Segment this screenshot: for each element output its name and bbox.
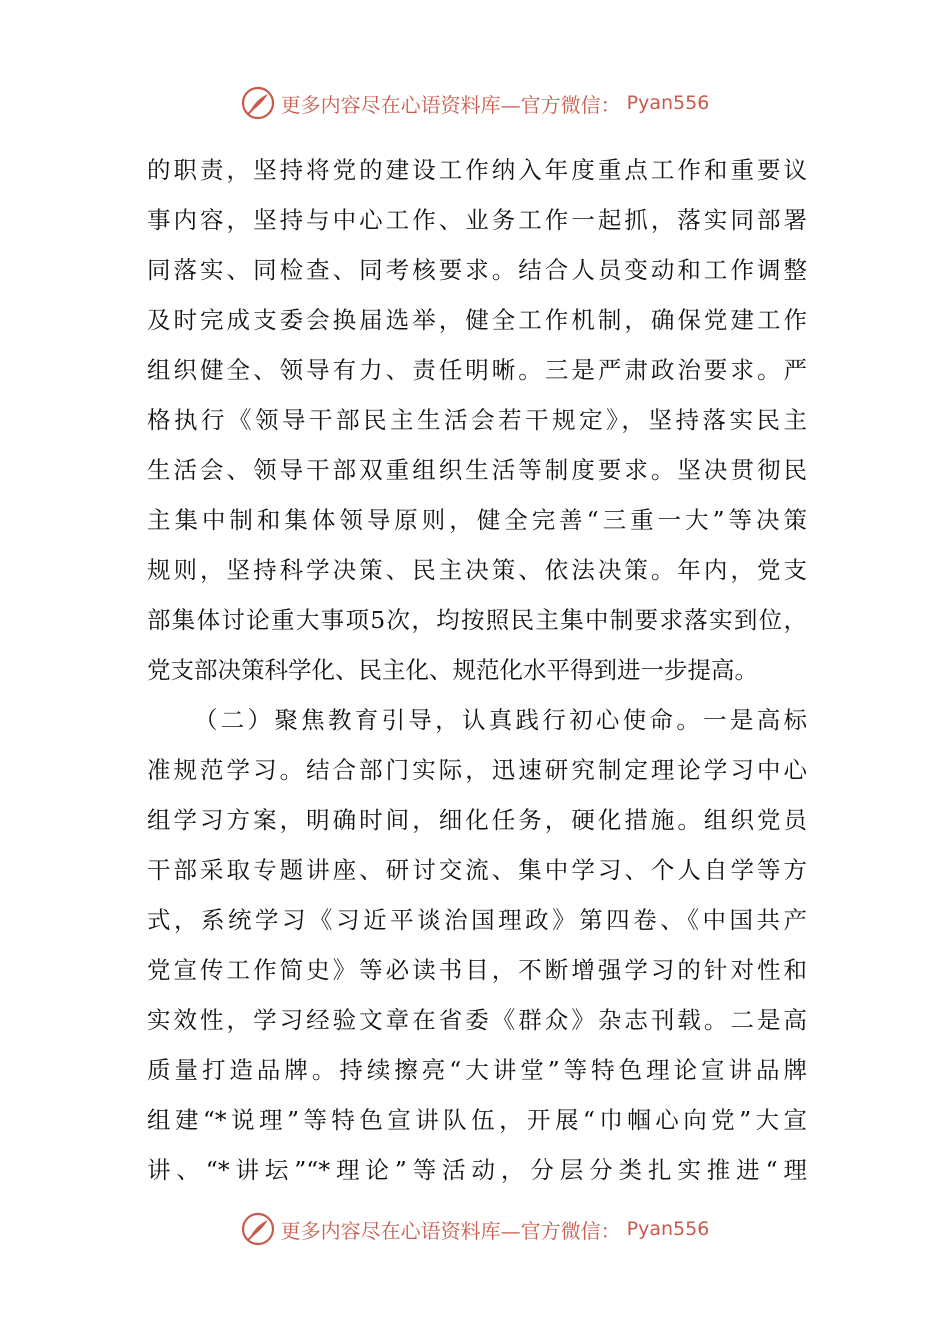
paragraph-2 bbox=[147, 695, 807, 1195]
text-line: 组建“*说理”等特色宣讲队伍，开展“巾帼心向党”大宣 bbox=[147, 1106, 807, 1134]
watermark-handle: Pyan556 bbox=[626, 1218, 710, 1240]
quill-logo-icon bbox=[241, 86, 275, 120]
text-line: 组学习方案，明确时间，细化任务，硬化措施。组织党员 bbox=[147, 806, 807, 834]
text-line: 组织健全、领导有力、责任明晰。三是严肃政治要求。严 bbox=[147, 356, 807, 384]
document-body bbox=[147, 145, 807, 1195]
text-line: 格执行《领导干部民主生活会若干规定》，坚持落实民主 bbox=[147, 406, 807, 434]
text-line: 讲、“*讲坛”“*理论”等活动，分层分类扎实推进“理 bbox=[147, 1156, 807, 1184]
text-line: 质量打造品牌。持续擦亮“大讲堂”等特色理论宣讲品牌 bbox=[147, 1056, 807, 1084]
text-line: 及时完成支委会换届选举，健全工作机制，确保党建工作 bbox=[147, 306, 807, 334]
text-line: （二）聚焦教育引导，认真践行初心使命。一是高标 bbox=[194, 706, 807, 734]
text-line: 同落实、同检查、同考核要求。结合人员变动和工作调整 bbox=[147, 256, 807, 284]
text-line: 准规范学习。结合部门实际，迅速研究制定理论学习中心 bbox=[147, 756, 807, 784]
quill-logo-icon bbox=[241, 1212, 275, 1246]
watermark-text: 更多内容尽在心语资料库—官方微信： bbox=[280, 92, 621, 117]
text-line: 主集中制和集体领导原则，健全完善“三重一大”等决策 bbox=[147, 506, 807, 534]
text-line: 式，系统学习《习近平谈治国理政》第四卷、《中国共产 bbox=[147, 906, 807, 934]
text-line: 党宣传工作简史》等必读书目，不断增强学习的针对性和 bbox=[147, 956, 807, 984]
text-line: 党支部决策科学化、民主化、规范化水平得到进一步提高。 bbox=[147, 656, 758, 684]
watermark-handle: Pyan556 bbox=[626, 92, 710, 114]
header-watermark bbox=[0, 83, 950, 123]
text-line: 生活会、领导干部双重组织生活等制度要求。坚决贯彻民 bbox=[147, 456, 807, 484]
text-line: 部集体讨论重大事项5次，均按照民主集中制要求落实到位， bbox=[147, 606, 807, 634]
paragraph-1 bbox=[147, 145, 807, 695]
text-line: 的职责，坚持将党的建设工作纳入年度重点工作和重要议 bbox=[147, 156, 807, 184]
text-line: 干部采取专题讲座、研讨交流、集中学习、个人自学等方 bbox=[147, 856, 807, 884]
text-line: 规则，坚持科学决策、民主决策、依法决策。年内，党支 bbox=[147, 556, 807, 584]
watermark-text: 更多内容尽在心语资料库—官方微信： bbox=[280, 1218, 621, 1243]
footer-watermark bbox=[0, 1209, 950, 1249]
text-line: 事内容，坚持与中心工作、业务工作一起抓，落实同部署 bbox=[147, 206, 807, 234]
text-line: 实效性，学习经验文章在省委《群众》杂志刊载。二是高 bbox=[147, 1006, 807, 1034]
